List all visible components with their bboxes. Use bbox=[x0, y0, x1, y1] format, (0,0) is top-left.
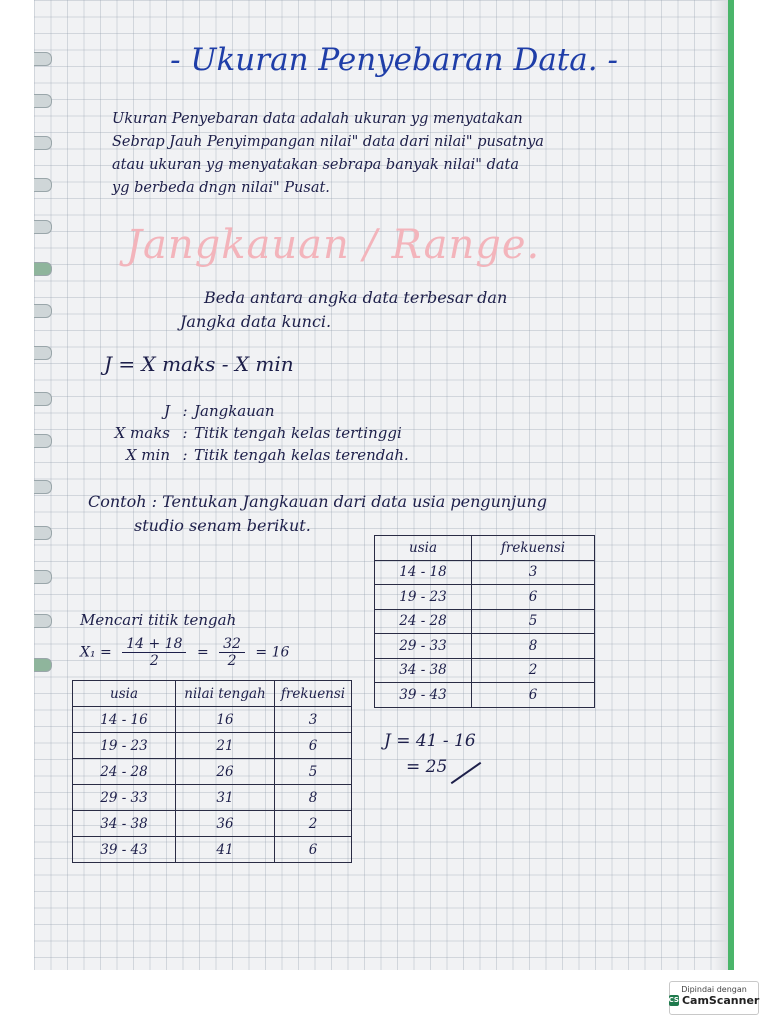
page-title: - Ukuran Penyebaran Data. - bbox=[170, 42, 618, 78]
table-cell: 24 - 28 bbox=[73, 759, 176, 785]
table-header-row bbox=[73, 681, 352, 707]
table-cell: 34 - 38 bbox=[73, 811, 176, 837]
fraction-numerator: 32 bbox=[219, 636, 245, 653]
spiral-ring bbox=[34, 178, 52, 192]
frequency-table bbox=[374, 535, 595, 708]
table-cell: 8 bbox=[275, 785, 352, 811]
midpoint-calculation bbox=[80, 636, 289, 669]
column-header: frekuensi bbox=[275, 681, 352, 707]
table-header-row bbox=[375, 536, 595, 561]
example-line: studio senam berikut. bbox=[134, 516, 311, 535]
table-cell: 39 - 43 bbox=[375, 683, 472, 708]
table-cell: 26 bbox=[176, 759, 275, 785]
calc-result: = 16 bbox=[255, 644, 290, 661]
intro-line: Sebrap Jauh Penyimpangan nilai" data dari nilai" pusatnya bbox=[112, 134, 544, 150]
table-row bbox=[375, 585, 595, 610]
legend-separator: : bbox=[182, 446, 188, 464]
legend-symbol: X min bbox=[125, 446, 170, 464]
legend-row bbox=[104, 444, 524, 466]
page-edge-shadow bbox=[714, 0, 728, 970]
legend-text: Titik tengah kelas terendah. bbox=[194, 446, 409, 464]
table-cell: 2 bbox=[275, 811, 352, 837]
table-cell: 6 bbox=[275, 733, 352, 759]
fraction bbox=[122, 636, 186, 669]
table-cell: 19 - 23 bbox=[73, 733, 176, 759]
table-cell: 8 bbox=[472, 634, 595, 659]
table-row bbox=[73, 811, 352, 837]
legend-symbol: J bbox=[163, 402, 170, 420]
table-row bbox=[73, 707, 352, 733]
section-heading: Jangkauan / Range. bbox=[126, 222, 541, 268]
table-cell: 14 - 18 bbox=[375, 560, 472, 585]
column-header: frekuensi bbox=[472, 536, 595, 561]
table-cell: 29 - 33 bbox=[375, 634, 472, 659]
intro-line: yg berbeda dngn nilai" Pusat. bbox=[112, 180, 330, 196]
spiral-ring bbox=[34, 480, 52, 494]
table-row bbox=[375, 658, 595, 683]
spiral-ring bbox=[34, 346, 52, 360]
table-row bbox=[73, 837, 352, 863]
table-cell: 34 - 38 bbox=[375, 658, 472, 683]
fraction-denominator: 2 bbox=[227, 653, 237, 669]
legend-row bbox=[104, 422, 524, 444]
intro-line: Ukuran Penyebaran data adalah ukuran yg menyatakan bbox=[112, 111, 523, 127]
table-row bbox=[73, 733, 352, 759]
table-cell: 2 bbox=[472, 658, 595, 683]
table-cell: 6 bbox=[275, 837, 352, 863]
table-cell: 36 bbox=[176, 811, 275, 837]
table-cell: 24 - 28 bbox=[375, 609, 472, 634]
fraction bbox=[219, 636, 245, 669]
fraction-denominator: 2 bbox=[149, 653, 159, 669]
calc-equals: = bbox=[196, 644, 209, 661]
legend-text: Jangkauan bbox=[194, 402, 275, 420]
table-row bbox=[375, 560, 595, 585]
legend-separator: : bbox=[182, 402, 188, 420]
spiral-ring bbox=[34, 94, 52, 108]
formula-legend bbox=[104, 400, 524, 466]
range-formula: J = X maks - X min bbox=[104, 352, 294, 376]
camscanner-watermark bbox=[669, 981, 759, 1015]
spiral-ring bbox=[34, 392, 52, 406]
table-row bbox=[375, 683, 595, 708]
spiral-ring bbox=[34, 526, 52, 540]
spiral-ring bbox=[34, 434, 52, 448]
spiral-ring bbox=[34, 570, 52, 584]
watermark-brand bbox=[670, 994, 758, 1007]
table-cell: 29 - 33 bbox=[73, 785, 176, 811]
spiral-ring bbox=[34, 614, 52, 628]
table-cell: 41 bbox=[176, 837, 275, 863]
table-cell: 3 bbox=[275, 707, 352, 733]
table-cell: 39 - 43 bbox=[73, 837, 176, 863]
legend-row bbox=[104, 400, 524, 422]
definition-line: Beda antara angka data terbesar dan bbox=[204, 288, 508, 307]
table-cell: 31 bbox=[176, 785, 275, 811]
calc-lhs: X₁ = bbox=[80, 644, 112, 661]
spiral-ring bbox=[34, 658, 52, 672]
definition-text bbox=[180, 286, 664, 334]
table-cell: 5 bbox=[275, 759, 352, 785]
result-line: J = 41 - 16 bbox=[384, 731, 476, 751]
spiral-ring bbox=[34, 304, 52, 318]
table-cell: 3 bbox=[472, 560, 595, 585]
column-header: nilai tengah bbox=[176, 681, 275, 707]
midpoint-label: Mencari titik tengah bbox=[80, 611, 237, 629]
range-result bbox=[384, 728, 476, 780]
table-cell: 6 bbox=[472, 585, 595, 610]
table-row bbox=[375, 634, 595, 659]
table-cell: 14 - 16 bbox=[73, 707, 176, 733]
table-row bbox=[73, 759, 352, 785]
fraction-numerator: 14 + 18 bbox=[122, 636, 186, 653]
table-cell: 16 bbox=[176, 707, 275, 733]
definition-line: Jangka data kunci. bbox=[180, 312, 332, 331]
spiral-ring bbox=[34, 220, 52, 234]
table-cell: 19 - 23 bbox=[375, 585, 472, 610]
intro-line: atau ukuran yg menyatakan sebrapa banyak nilai" data bbox=[112, 157, 519, 173]
example-prompt bbox=[88, 490, 648, 538]
midpoint-table bbox=[72, 680, 352, 863]
table-row bbox=[375, 609, 595, 634]
table-row bbox=[73, 785, 352, 811]
watermark-caption: Dipindai dengan bbox=[681, 985, 747, 994]
table-cell: 6 bbox=[472, 683, 595, 708]
watermark-brand-name: CamScanner bbox=[681, 994, 760, 1007]
spiral-ring bbox=[34, 262, 52, 276]
table-cell: 21 bbox=[176, 733, 275, 759]
table-cell: 5 bbox=[472, 609, 595, 634]
column-header: usia bbox=[73, 681, 176, 707]
camscanner-logo-icon: CS bbox=[668, 996, 679, 1004]
intro-paragraph bbox=[112, 108, 652, 200]
spiral-ring bbox=[34, 52, 52, 66]
legend-symbol: X maks bbox=[114, 424, 170, 442]
legend-text: Titik tengah kelas tertinggi bbox=[194, 424, 402, 442]
result-line: = 25 bbox=[406, 757, 448, 777]
example-line: Contoh : Tentukan Jangkauan dari data usia pengunjung bbox=[88, 492, 548, 511]
spiral-ring bbox=[34, 136, 52, 150]
page-edge-green bbox=[728, 0, 734, 970]
column-header: usia bbox=[375, 536, 472, 561]
notebook-page bbox=[34, 0, 734, 970]
legend-separator: : bbox=[182, 424, 188, 442]
